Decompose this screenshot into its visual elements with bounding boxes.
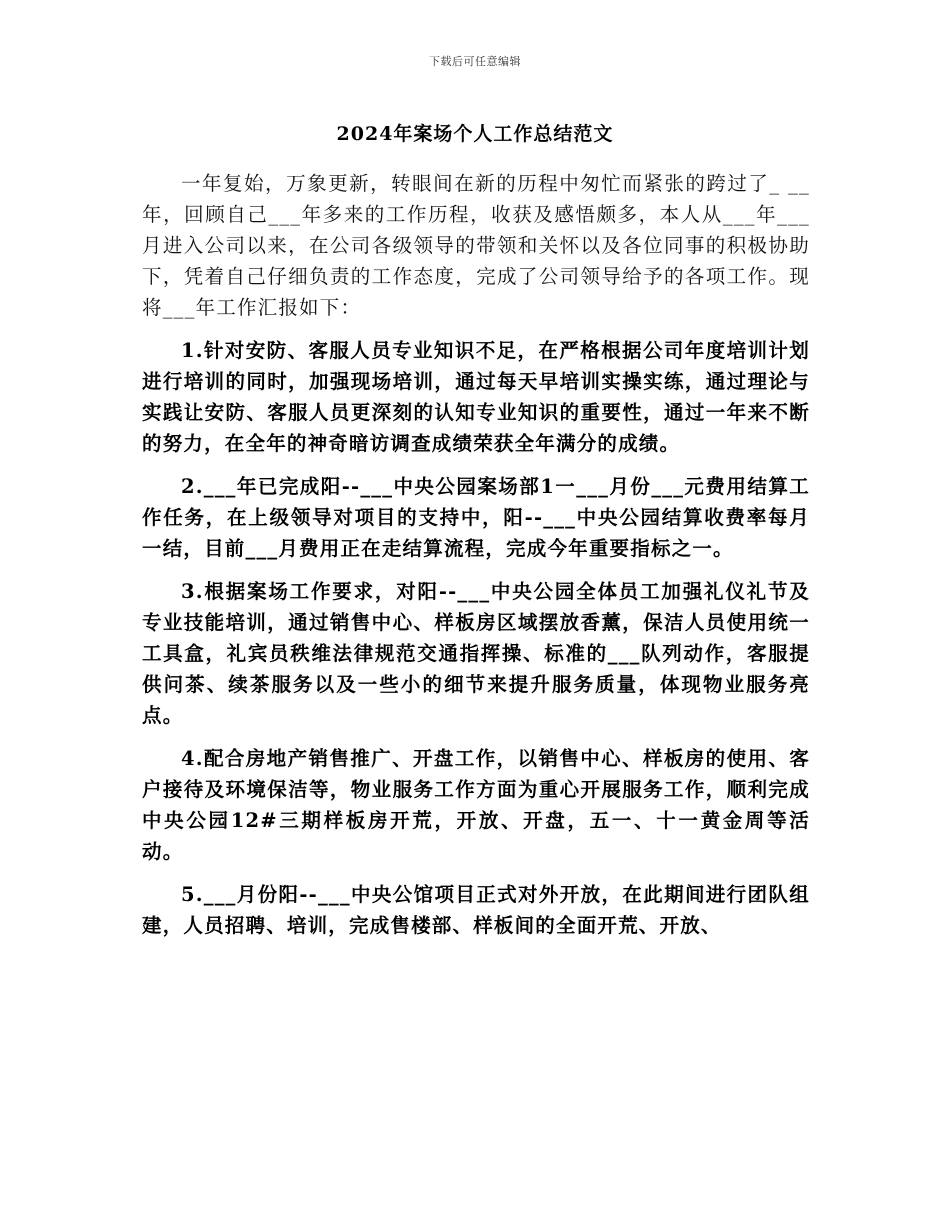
list-item-5: 5.___月份阳--___中央公馆项目正式对外开放，在此期间进行团队组建，人员招聘、培训，完成售楼部、样板间的全面开荒、开放、	[142, 883, 810, 937]
list-item-1: 1.针对安防、客服人员专业知识不足，在严格根据公司年度培训计划进行培训的同时，加强现场培训，通过每天早培训实操实练，通过理论与实践让安防、客服人员更深刻的认知专业知识的重要性，通过一年来不断的努力，在全年的神奇暗访调查成绩荣获全年满分的成绩。	[142, 339, 810, 455]
header-note: 下载后可任意编辑	[429, 55, 521, 68]
document-body	[142, 168, 810, 953]
list-item-2: 2.___年已完成阳--___中央公园案场部1一___月份___元费用结算工作任务，在上级领导对项目的支持中，阳--___中央公园结算收费率每月一结，目前___月费用正在走结算流程，完成今年重要指标之一。	[142, 475, 810, 560]
intro-paragraph: 一年复始，万象更新，转眼间在新的历程中匆忙而紧张的跨过了_ __年，回顾自己___年多来的工作历程，收获及感悟颇多，本人从___年___月进入公司以来，在公司各级领导的带领和关怀以及各位同事的积极协助下，凭着自己仔细负责的工作态度，完成了公司领导给予的各项工作。现将___年工作汇报如下：	[142, 172, 810, 319]
list-item-3: 3.根据案场工作要求，对阳--___中央公园全体员工加强礼仪礼节及专业技能培训，通过销售中心、样板房区域摆放香薰，保洁人员使用统一工具盒，礼宾员秩维法律规范交通指挥操、标准的___队列动作，客服提供问茶、续茶服务以及一些小的细节来提升服务质量，体现物业服务亮点。	[142, 580, 810, 727]
document-title: 2024年案场个人工作总结范文	[336, 123, 614, 145]
list-item-4: 4.配合房地产销售推广、开盘工作，以销售中心、样板房的使用、客户接待及环境保洁等，物业服务工作方面为重心开展服务工作，顺利完成中央公园12#三期样板房开荒，开放、开盘，五一、十一黄金周等活动。	[142, 747, 810, 863]
